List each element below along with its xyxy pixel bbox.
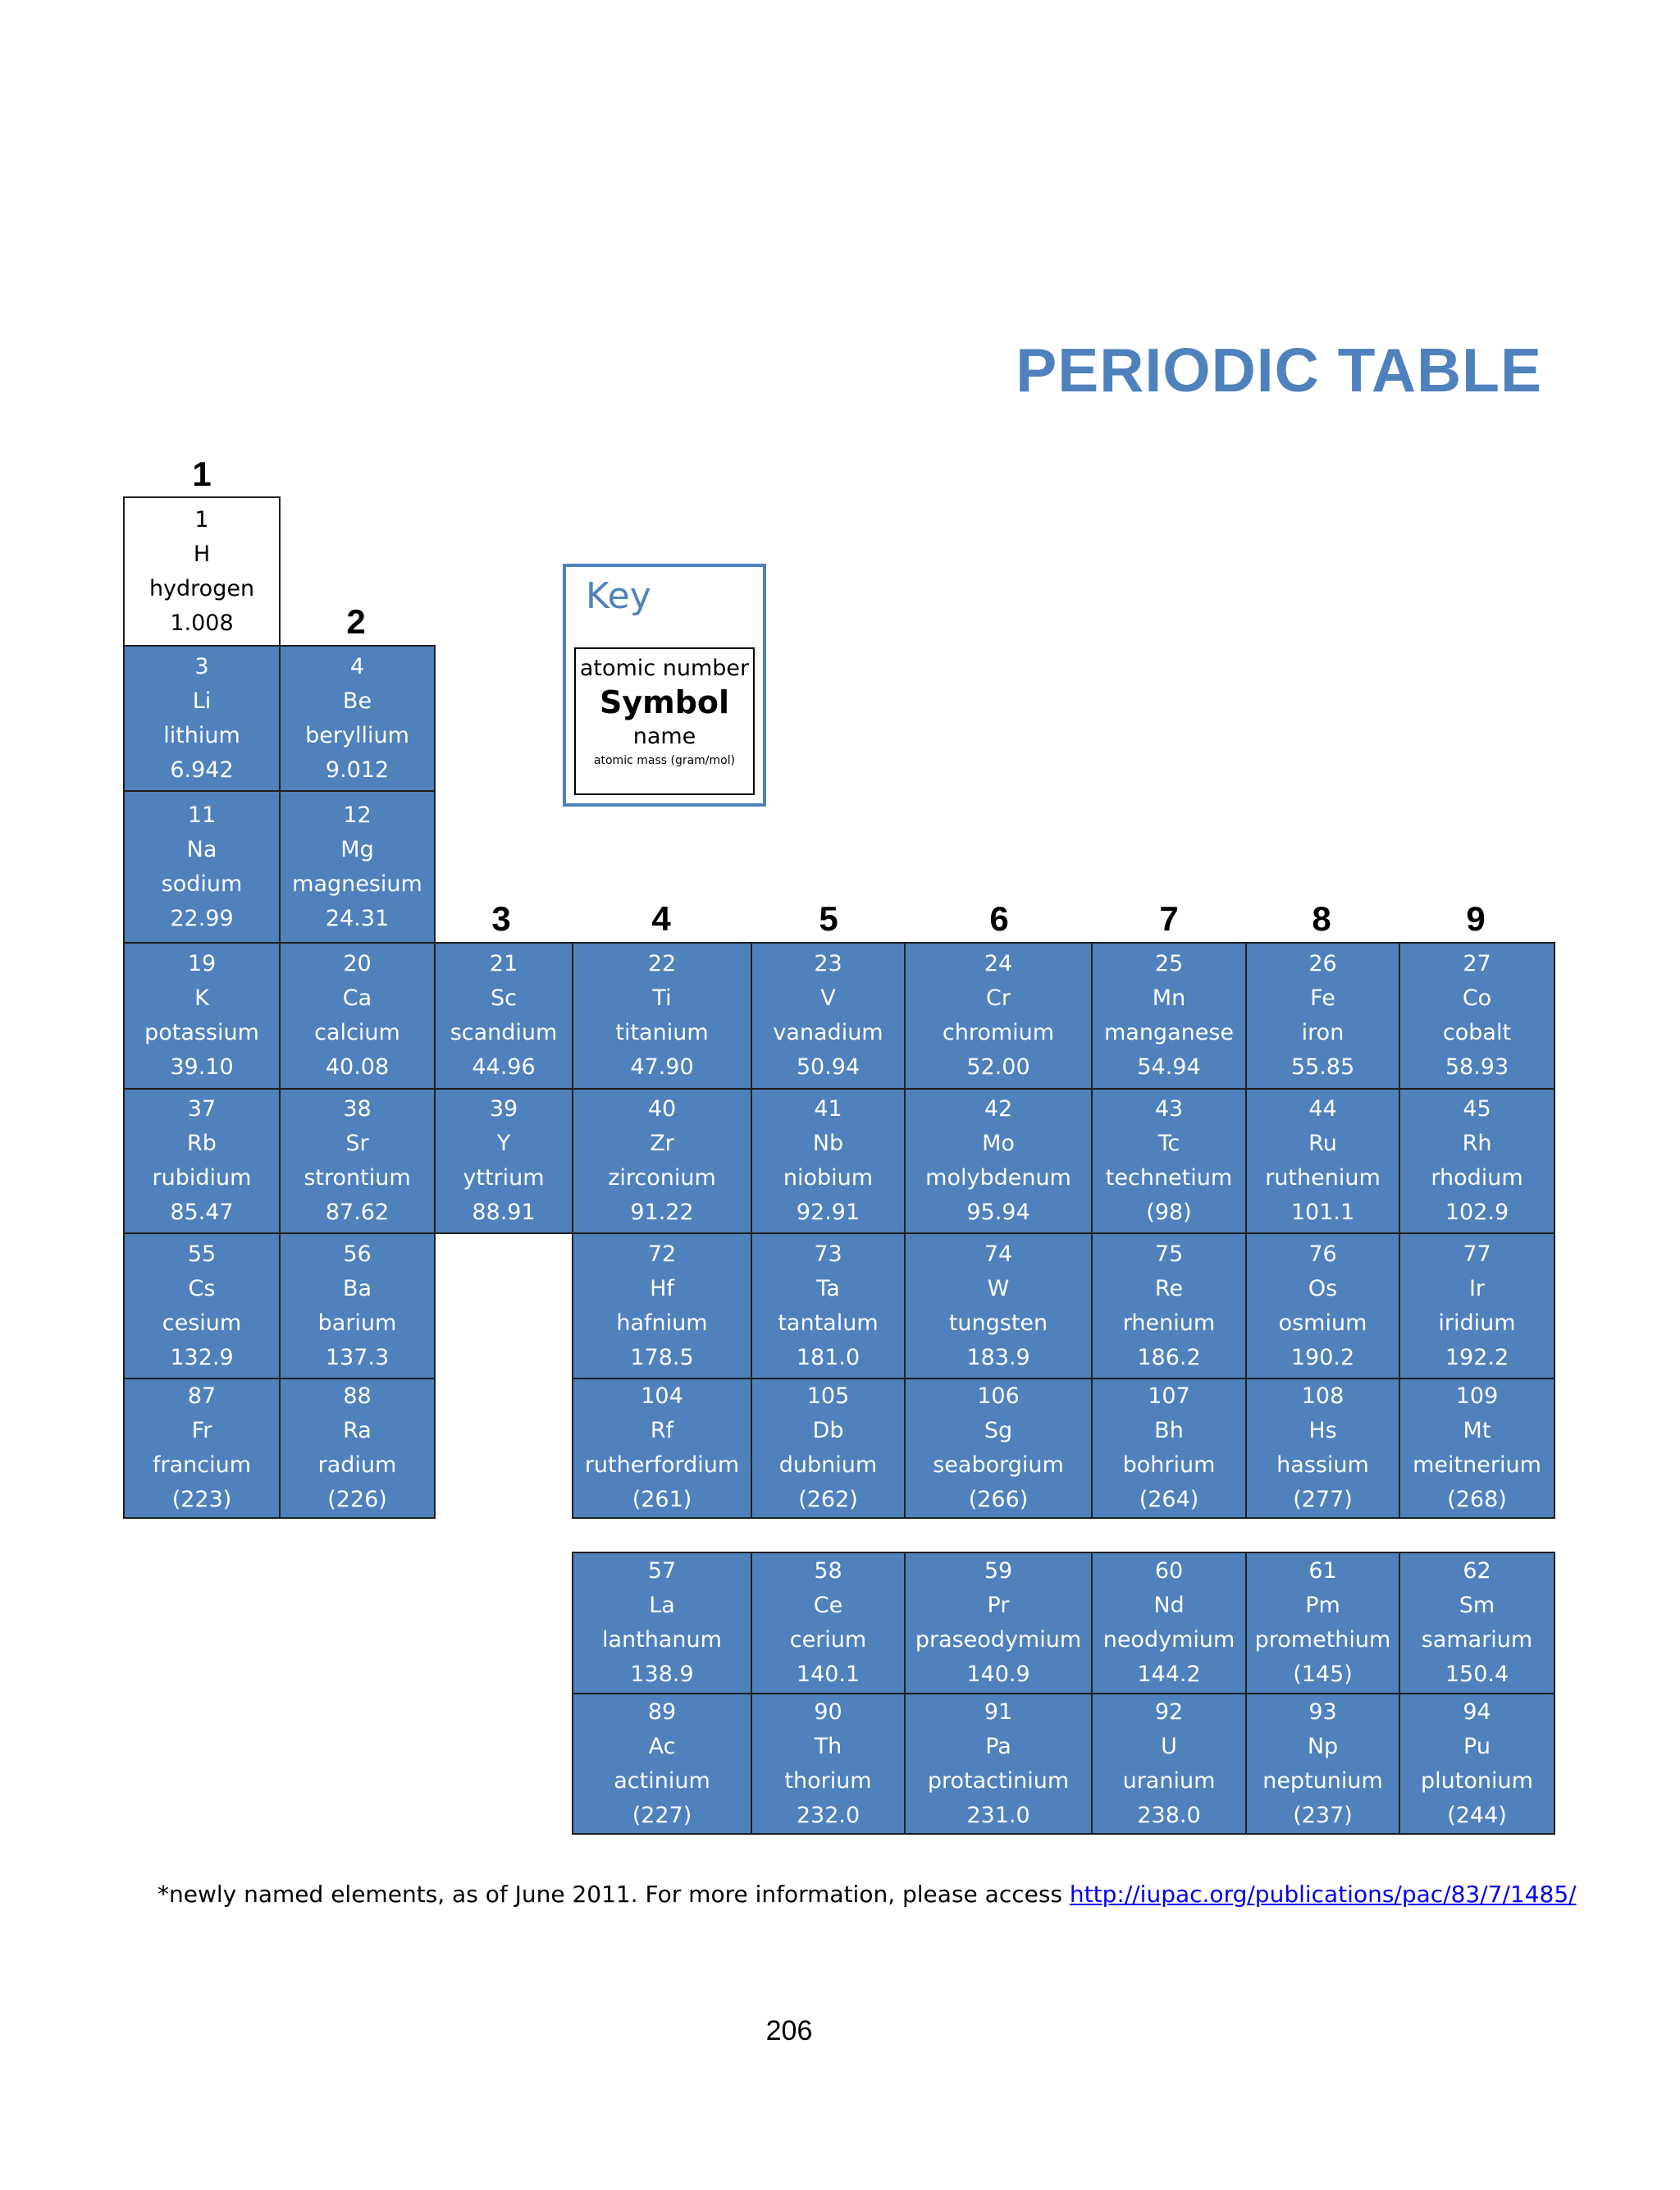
element-mass: 138.9 xyxy=(630,1662,694,1687)
element-name: potassium xyxy=(144,1020,259,1045)
element-mass: 87.62 xyxy=(325,1200,390,1225)
element-mass: 95.94 xyxy=(966,1200,1030,1225)
element-cell-rh xyxy=(1399,1088,1555,1234)
element-symbol: Ba xyxy=(342,1275,372,1301)
element-cell-na xyxy=(123,790,281,944)
element-mass: (237) xyxy=(1293,1802,1353,1828)
element-number: 44 xyxy=(1308,1096,1337,1122)
element-symbol: Np xyxy=(1307,1733,1339,1759)
element-cell-os xyxy=(1245,1232,1400,1379)
element-symbol: Sg xyxy=(984,1418,1013,1443)
element-mass: 132.9 xyxy=(170,1344,234,1370)
footnote-text: *newly named elements, as of June 2011. For more information, please access xyxy=(158,1881,1070,1908)
group-label-9: 9 xyxy=(1466,899,1486,938)
element-name: hassium xyxy=(1276,1452,1369,1478)
element-symbol: Ce xyxy=(813,1593,843,1618)
element-number: 42 xyxy=(984,1096,1013,1122)
element-number: 55 xyxy=(187,1241,217,1267)
element-number: 23 xyxy=(814,951,842,976)
element-mass: 102.9 xyxy=(1445,1200,1509,1225)
element-number: 91 xyxy=(984,1699,1013,1725)
element-cell-y xyxy=(434,1088,573,1234)
element-name: actinium xyxy=(614,1767,710,1794)
element-cell-la xyxy=(572,1552,752,1694)
element-name: neptunium xyxy=(1262,1767,1383,1794)
element-symbol: Na xyxy=(186,836,217,862)
element-number: 27 xyxy=(1463,951,1491,976)
page-number: 206 xyxy=(765,2015,813,2046)
element-symbol: Sr xyxy=(345,1131,369,1156)
element-mass: 183.9 xyxy=(966,1344,1030,1370)
element-cell-ac xyxy=(572,1693,752,1835)
element-mass: 24.31 xyxy=(325,905,390,931)
element-cell-ba xyxy=(279,1232,436,1379)
element-number: 3 xyxy=(194,653,209,679)
element-cell-pm xyxy=(1245,1552,1400,1694)
element-symbol: Rh xyxy=(1462,1131,1492,1156)
element-mass: (261) xyxy=(632,1487,692,1512)
element-number: 77 xyxy=(1463,1241,1491,1267)
element-mass: 47.90 xyxy=(630,1054,694,1080)
element-symbol: Pr xyxy=(987,1593,1010,1618)
element-name: yttrium xyxy=(463,1165,545,1191)
element-symbol: V xyxy=(820,985,836,1011)
element-name: cesium xyxy=(162,1310,242,1336)
element-cell-th xyxy=(751,1693,906,1835)
element-name: praseodymium xyxy=(915,1627,1082,1653)
element-symbol: Ru xyxy=(1308,1131,1337,1156)
element-number: 87 xyxy=(187,1383,217,1409)
element-symbol: Hs xyxy=(1308,1418,1337,1443)
element-number: 22 xyxy=(647,951,677,976)
element-mass: 58.93 xyxy=(1445,1054,1509,1080)
element-symbol: U xyxy=(1161,1733,1177,1759)
key-atomic-number: atomic number xyxy=(579,656,750,681)
element-mass: (223) xyxy=(171,1487,232,1512)
element-mass: 232.0 xyxy=(796,1802,861,1828)
element-name: molybdenum xyxy=(925,1165,1071,1191)
element-name: ruthenium xyxy=(1265,1165,1381,1191)
element-cell-mg xyxy=(279,790,436,944)
element-mass: (145) xyxy=(1293,1662,1353,1687)
element-cell-ce xyxy=(751,1552,906,1694)
element-cell-pr xyxy=(904,1552,1093,1694)
element-mass: 40.08 xyxy=(325,1054,390,1080)
element-mass: 1.008 xyxy=(170,610,234,636)
element-mass: (98) xyxy=(1146,1200,1192,1225)
element-number: 90 xyxy=(814,1699,842,1725)
element-name: meitnerium xyxy=(1413,1452,1541,1478)
element-number: 39 xyxy=(489,1096,518,1122)
element-number: 20 xyxy=(343,951,372,976)
element-name: magnesium xyxy=(292,871,422,897)
element-name: technetium xyxy=(1105,1165,1233,1191)
element-name: manganese xyxy=(1103,1020,1235,1045)
element-number: 107 xyxy=(1148,1383,1190,1409)
element-name: dubnium xyxy=(778,1452,878,1478)
element-symbol: Th xyxy=(814,1733,842,1759)
element-name: lithium xyxy=(163,722,240,748)
element-symbol: Tc xyxy=(1157,1131,1180,1156)
element-mass: 22.99 xyxy=(170,905,234,931)
element-mass: 181.0 xyxy=(796,1344,861,1370)
element-name: barium xyxy=(317,1310,397,1336)
element-name: zirconium xyxy=(608,1165,716,1191)
element-name: tungsten xyxy=(948,1310,1048,1336)
element-number: 109 xyxy=(1455,1383,1499,1409)
element-name: hydrogen xyxy=(148,575,255,601)
element-mass: 192.2 xyxy=(1445,1344,1509,1370)
element-cell-zr xyxy=(572,1088,752,1234)
key-mass: atomic mass (gram/mol) xyxy=(593,754,736,767)
element-name: bohrium xyxy=(1122,1452,1216,1478)
element-symbol: Os xyxy=(1308,1275,1338,1301)
element-mass: 54.94 xyxy=(1137,1054,1201,1080)
element-cell-ca xyxy=(279,942,436,1090)
element-symbol: Fe xyxy=(1310,985,1335,1011)
element-cell-db xyxy=(751,1378,906,1519)
element-number: 59 xyxy=(984,1558,1013,1584)
element-mass: 140.1 xyxy=(796,1662,861,1687)
key-symbol: Symbol xyxy=(599,684,730,720)
element-name: iridium xyxy=(1438,1310,1516,1336)
element-symbol: Hf xyxy=(650,1275,674,1301)
element-number: 73 xyxy=(814,1241,842,1267)
element-number: 19 xyxy=(187,951,217,976)
element-cell-k xyxy=(123,942,281,1090)
element-symbol: Ta xyxy=(816,1275,840,1301)
element-number: 62 xyxy=(1463,1558,1491,1584)
element-symbol: Ca xyxy=(342,985,372,1011)
element-name: hafnium xyxy=(616,1310,708,1336)
element-mass: 55.85 xyxy=(1290,1054,1355,1080)
element-name: francium xyxy=(152,1452,252,1478)
element-cell-sg xyxy=(904,1378,1093,1519)
element-name: promethium xyxy=(1254,1627,1391,1653)
element-symbol: Ac xyxy=(648,1733,676,1759)
element-cell-rf xyxy=(572,1378,752,1519)
element-symbol: Ra xyxy=(343,1418,372,1443)
element-cell-cr xyxy=(904,942,1093,1090)
element-cell-li xyxy=(123,645,281,792)
group-label-5: 5 xyxy=(819,899,838,938)
element-cell-hs xyxy=(1245,1378,1400,1519)
element-symbol: Re xyxy=(1154,1275,1184,1301)
element-mass: (266) xyxy=(968,1487,1029,1512)
element-number: 108 xyxy=(1301,1383,1344,1409)
element-name: thorium xyxy=(784,1767,872,1794)
element-symbol: Li xyxy=(192,688,212,714)
element-cell-h xyxy=(123,496,281,647)
element-name: sodium xyxy=(161,871,243,897)
element-number: 4 xyxy=(349,653,365,679)
element-number: 45 xyxy=(1463,1096,1491,1122)
element-symbol: Sc xyxy=(491,985,517,1011)
element-mass: 6.942 xyxy=(170,757,234,783)
element-cell-mt xyxy=(1399,1378,1555,1519)
element-symbol: Ir xyxy=(1468,1275,1486,1301)
element-symbol: Fr xyxy=(191,1418,212,1443)
element-cell-v xyxy=(751,942,906,1090)
element-symbol: Be xyxy=(342,688,372,714)
element-cell-cs xyxy=(123,1232,281,1379)
element-symbol: Pu xyxy=(1463,1733,1491,1759)
element-cell-tc xyxy=(1091,1088,1247,1234)
element-number: 92 xyxy=(1154,1699,1184,1725)
element-number: 56 xyxy=(343,1241,372,1267)
element-number: 57 xyxy=(647,1558,677,1584)
element-mass: 150.4 xyxy=(1445,1662,1509,1687)
element-name: beryllium xyxy=(305,722,409,748)
element-symbol: Y xyxy=(496,1131,511,1156)
element-name: rutherfordium xyxy=(584,1452,740,1478)
element-number: 94 xyxy=(1463,1699,1491,1725)
element-cell-sr xyxy=(279,1088,436,1234)
element-cell-hf xyxy=(572,1232,752,1379)
element-number: 106 xyxy=(977,1383,1020,1409)
group-label-2: 2 xyxy=(346,602,366,641)
element-symbol: Bh xyxy=(1154,1418,1184,1443)
element-symbol: Nb xyxy=(812,1131,844,1156)
element-symbol: Ti xyxy=(652,985,672,1011)
element-cell-nb xyxy=(751,1088,906,1234)
group-label-8: 8 xyxy=(1312,899,1331,938)
element-number: 25 xyxy=(1154,951,1184,976)
element-mass: 91.22 xyxy=(630,1200,694,1225)
key-name: name xyxy=(632,724,696,749)
element-cell-nd xyxy=(1091,1552,1247,1694)
element-number: 60 xyxy=(1154,1558,1184,1584)
element-symbol: Nd xyxy=(1153,1593,1185,1618)
element-name: neodymium xyxy=(1102,1627,1235,1653)
element-cell-ru xyxy=(1245,1088,1400,1234)
element-symbol: Mt xyxy=(1463,1418,1491,1443)
page-title: PERIODIC TABLE xyxy=(1016,336,1542,405)
element-symbol: Mn xyxy=(1152,985,1186,1011)
element-number: 61 xyxy=(1308,1558,1337,1584)
element-name: iron xyxy=(1301,1020,1344,1045)
element-number: 74 xyxy=(984,1241,1013,1267)
element-cell-fr xyxy=(123,1378,281,1519)
element-number: 40 xyxy=(647,1096,677,1122)
element-symbol: Co xyxy=(1462,985,1492,1011)
element-name: tantalum xyxy=(778,1310,879,1336)
element-cell-sm xyxy=(1399,1552,1555,1694)
element-symbol: Mg xyxy=(340,836,374,862)
element-symbol: Pm xyxy=(1305,1593,1340,1618)
element-cell-ir xyxy=(1399,1232,1555,1379)
element-mass: 101.1 xyxy=(1290,1200,1355,1225)
element-cell-co xyxy=(1399,942,1555,1090)
element-number: 21 xyxy=(489,951,518,976)
element-number: 93 xyxy=(1308,1699,1337,1725)
element-number: 43 xyxy=(1154,1096,1184,1122)
element-number: 1 xyxy=(194,506,209,533)
element-name: samarium xyxy=(1421,1627,1533,1653)
element-name: protactinium xyxy=(927,1767,1070,1794)
element-symbol: W xyxy=(987,1275,1010,1301)
element-cell-w xyxy=(904,1232,1093,1379)
element-mass: 190.2 xyxy=(1290,1344,1355,1370)
element-mass: (226) xyxy=(327,1487,387,1512)
element-name: radium xyxy=(317,1452,397,1478)
element-symbol: Cs xyxy=(188,1275,216,1301)
element-cell-np xyxy=(1245,1693,1400,1835)
element-number: 12 xyxy=(343,802,372,828)
element-number: 105 xyxy=(806,1383,850,1409)
element-name: lanthanum xyxy=(602,1627,722,1653)
element-number: 41 xyxy=(814,1096,842,1122)
element-cell-pu xyxy=(1399,1693,1555,1835)
element-cell-mo xyxy=(904,1088,1093,1234)
element-symbol: H xyxy=(193,541,211,567)
element-name: calcium xyxy=(314,1020,400,1045)
element-cell-u xyxy=(1091,1693,1247,1835)
element-symbol: K xyxy=(194,985,209,1011)
element-mass: (277) xyxy=(1293,1487,1353,1512)
element-number: 37 xyxy=(187,1096,217,1122)
element-name: vanadium xyxy=(773,1020,883,1045)
element-symbol: Rb xyxy=(187,1131,217,1156)
element-cell-mn xyxy=(1091,942,1247,1090)
element-mass: 39.10 xyxy=(170,1054,234,1080)
element-cell-be xyxy=(279,645,436,792)
element-mass: 137.3 xyxy=(325,1344,390,1370)
element-symbol: Pa xyxy=(985,1733,1011,1759)
element-mass: (262) xyxy=(798,1487,858,1512)
element-mass: 9.012 xyxy=(325,757,390,783)
element-cell-ta xyxy=(751,1232,906,1379)
element-mass: 238.0 xyxy=(1137,1802,1201,1828)
element-name: plutonium xyxy=(1421,1767,1533,1794)
key-sample-cell xyxy=(574,647,755,795)
group-label-7: 7 xyxy=(1159,899,1179,938)
element-number: 75 xyxy=(1154,1241,1184,1267)
element-symbol: Rf xyxy=(650,1418,674,1443)
element-cell-re xyxy=(1091,1232,1247,1379)
element-cell-pa xyxy=(904,1693,1093,1835)
element-mass: (264) xyxy=(1139,1487,1199,1512)
element-cell-bh xyxy=(1091,1378,1247,1519)
element-mass: 186.2 xyxy=(1137,1344,1201,1370)
element-number: 72 xyxy=(647,1241,677,1267)
element-number: 89 xyxy=(647,1699,677,1725)
element-number: 58 xyxy=(814,1558,842,1584)
element-cell-ti xyxy=(572,942,752,1090)
element-name: seaborgium xyxy=(933,1452,1064,1478)
group-label-3: 3 xyxy=(491,899,511,938)
element-mass: (227) xyxy=(632,1802,692,1828)
element-symbol: Mo xyxy=(982,1131,1015,1156)
group-label-1: 1 xyxy=(192,455,212,493)
element-name: osmium xyxy=(1278,1310,1367,1336)
element-cell-ra xyxy=(279,1378,436,1519)
element-number: 104 xyxy=(641,1383,683,1409)
element-mass: (268) xyxy=(1447,1487,1507,1512)
element-name: cobalt xyxy=(1442,1020,1512,1045)
element-mass: 231.0 xyxy=(966,1802,1030,1828)
element-number: 76 xyxy=(1308,1241,1337,1267)
element-mass: 44.96 xyxy=(472,1054,536,1080)
element-cell-sc xyxy=(434,942,573,1090)
element-mass: 92.91 xyxy=(796,1200,861,1225)
key-title: Key xyxy=(586,575,651,617)
element-cell-fe xyxy=(1245,942,1400,1090)
element-name: uranium xyxy=(1122,1767,1216,1794)
element-name: strontium xyxy=(304,1165,411,1191)
element-symbol: La xyxy=(649,1593,675,1618)
key-legend xyxy=(563,564,766,807)
element-cell-rb xyxy=(123,1088,281,1234)
element-name: scandium xyxy=(450,1020,558,1045)
element-symbol: Cr xyxy=(986,985,1011,1011)
element-number: 11 xyxy=(187,802,217,828)
element-number: 38 xyxy=(343,1096,372,1122)
element-mass: 144.2 xyxy=(1137,1662,1201,1687)
footnote xyxy=(158,1881,1634,1908)
element-mass: 140.9 xyxy=(966,1662,1030,1687)
element-symbol: Db xyxy=(812,1418,844,1443)
element-mass: 52.00 xyxy=(966,1054,1030,1080)
element-name: rhodium xyxy=(1431,1165,1523,1191)
element-mass: 88.91 xyxy=(472,1200,536,1225)
group-label-6: 6 xyxy=(989,899,1009,938)
element-name: niobium xyxy=(783,1165,874,1191)
element-mass: 50.94 xyxy=(796,1054,861,1080)
element-mass: 178.5 xyxy=(630,1344,694,1370)
element-name: rubidium xyxy=(152,1165,252,1191)
group-label-4: 4 xyxy=(651,899,671,938)
iupac-link[interactable]: http://iupac.org/publications/pac/83/7/1485/ xyxy=(1069,1881,1577,1908)
element-number: 26 xyxy=(1308,951,1337,976)
element-name: titanium xyxy=(615,1020,709,1045)
element-number: 24 xyxy=(984,951,1013,976)
element-name: cerium xyxy=(789,1627,867,1653)
element-symbol: Sm xyxy=(1459,1593,1495,1618)
element-number: 88 xyxy=(343,1383,372,1409)
element-mass: (244) xyxy=(1447,1802,1507,1828)
element-mass: 85.47 xyxy=(170,1200,234,1225)
element-name: chromium xyxy=(942,1020,1055,1045)
element-symbol: Zr xyxy=(650,1131,674,1156)
element-name: rhenium xyxy=(1122,1310,1216,1336)
